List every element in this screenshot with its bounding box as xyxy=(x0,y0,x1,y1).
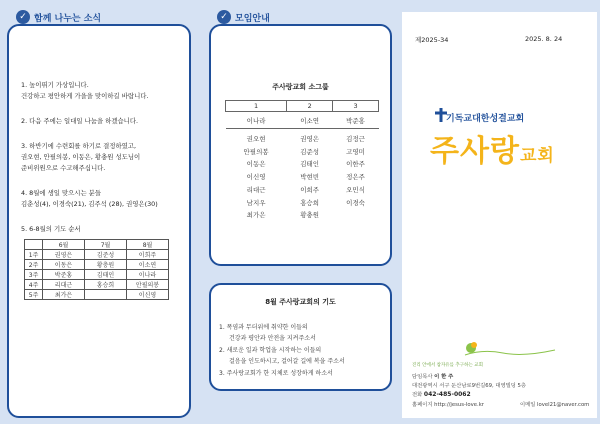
table-header: 8월 xyxy=(127,240,169,250)
email-label: 이메일 xyxy=(520,402,536,408)
check-circle-icon: ✓ xyxy=(217,10,231,24)
meeting-section-title: 모임안내 xyxy=(235,13,270,24)
table-header: 6월 xyxy=(43,240,85,250)
member-name: 이경숙 xyxy=(346,198,365,207)
news-panel xyxy=(7,24,191,418)
prayer-line: 2. 새로운 일과 학업을 시작하는 이들의 xyxy=(219,347,322,354)
issue-date: 2025. 8. 24 xyxy=(525,35,563,43)
august-prayer-panel xyxy=(209,283,392,391)
table-cell: 리대근 xyxy=(43,280,85,290)
notice-line: 김춘성(4), 이경숙(21), 김주석 (28), 권영은(30) xyxy=(21,200,158,208)
small-group-panel xyxy=(209,24,392,266)
phone-label: 전화 xyxy=(412,392,423,398)
member-name: 안필의봉 xyxy=(243,147,269,156)
group-number: 1 xyxy=(226,101,287,112)
table-cell: 김준성 xyxy=(85,250,127,260)
member-name: 김태인 xyxy=(300,160,320,169)
church-logo-icon xyxy=(463,339,558,361)
table-cell: 이희주 xyxy=(127,250,169,260)
pastor-line xyxy=(412,372,453,380)
group-members xyxy=(226,129,287,222)
notice-line: 준비위원으로 수고해주십니다. xyxy=(21,164,106,172)
homepage-label: 홈페이지 xyxy=(412,402,433,408)
member-name: 고영미 xyxy=(346,147,365,156)
prayer-line: 건강과 평안과 안전을 지켜주소서 xyxy=(229,335,316,342)
meeting-section-header xyxy=(217,10,270,24)
table-cell: 4주 xyxy=(25,280,43,290)
table-row xyxy=(25,260,169,270)
notice-line: 4. 8월에 생일 맞으시는 분들 xyxy=(21,189,102,197)
member-name: 최가은 xyxy=(246,211,266,220)
notice-line: 2. 다음 주에는 일대일 나눔을 하겠습니다. xyxy=(21,117,139,125)
member-name: 권오현 xyxy=(246,135,266,143)
news-section-header xyxy=(16,10,101,24)
small-group-title: 주사랑교회 소그룹 xyxy=(272,83,329,91)
church-name xyxy=(430,126,555,170)
small-group-table xyxy=(225,100,379,222)
table-cell: 이동은 xyxy=(43,260,85,270)
member-name: 남지우 xyxy=(246,198,266,207)
check-circle-icon: ✓ xyxy=(16,10,30,24)
member-name: 김준성 xyxy=(300,147,320,156)
member-name: 이신영 xyxy=(246,173,266,182)
prayer-order-table xyxy=(24,239,169,300)
homepage-link[interactable]: http://jesus-love.kr xyxy=(434,402,484,408)
table-row xyxy=(226,129,379,222)
homepage-line xyxy=(412,400,484,408)
table-header-row xyxy=(226,101,379,112)
member-name: 오민식 xyxy=(346,185,365,194)
prayer-line: 걸음을 인도하시고, 걸어갈 길에 복을 주소서 xyxy=(229,358,345,365)
table-cell: 2주 xyxy=(25,260,43,270)
email-line xyxy=(520,400,589,408)
phone-line xyxy=(412,390,471,398)
member-name: 권영은 xyxy=(300,135,320,143)
table-cell: 3주 xyxy=(25,270,43,280)
member-name: 김정근 xyxy=(346,135,365,143)
table-cell: 1주 xyxy=(25,250,43,260)
pastor-name: 이 한 주 xyxy=(434,374,454,380)
news-section-title: 함께 나누는 소식 xyxy=(34,13,102,24)
member-name: 이희주 xyxy=(300,185,320,194)
group-leader: 이소연 xyxy=(287,112,333,129)
phone-number: 042-485-0062 xyxy=(423,391,471,398)
church-name-main: 주사랑 xyxy=(430,134,520,169)
table-row xyxy=(25,280,169,290)
table-row xyxy=(25,290,169,300)
group-number: 2 xyxy=(287,101,333,112)
notice-line: 3. 하반기에 수련회를 하기로 결정하였고, xyxy=(21,142,137,150)
notice-line: 5. 6-8월의 기도 순서 xyxy=(21,225,81,233)
email-link[interactable]: lovel21@naver.com xyxy=(537,402,590,408)
table-cell: 홍승희 xyxy=(85,280,127,290)
august-prayer-title: 8월 주사랑교회의 기도 xyxy=(265,298,336,306)
table-row xyxy=(25,270,169,280)
member-name: 황충원 xyxy=(300,211,320,220)
table-cell: 이신영 xyxy=(127,290,169,300)
pastor-label: 담임목사 xyxy=(412,374,433,380)
group-leader: 이나라 xyxy=(226,112,287,129)
group-members xyxy=(287,129,333,222)
notice-line: 1. 높이뛰기 가상입니다. xyxy=(21,81,89,89)
group-members xyxy=(333,129,379,222)
logo-slogan: 진리 안에서 참자유를 추구하는 교회 xyxy=(412,363,483,368)
table-row xyxy=(25,250,169,260)
member-name: 정은주 xyxy=(346,173,365,182)
table-cell: 황충원 xyxy=(85,260,127,270)
member-name: 이한주 xyxy=(346,160,365,169)
prayer-line: 3. 주사랑교회가 한 지체로 성장하게 하소서 xyxy=(219,370,333,377)
table-cell: 안필의봉 xyxy=(127,280,169,290)
church-name-suffix: 교회 xyxy=(519,146,555,166)
member-name: 이동은 xyxy=(246,160,266,169)
group-leader: 박준홍 xyxy=(333,112,379,129)
table-cell: 최가은 xyxy=(43,290,85,300)
notice-line: 권오현, 안필의봉, 이동은, 황충원 성도님이 xyxy=(21,153,141,161)
table-cell: 이나라 xyxy=(127,270,169,280)
table-header xyxy=(25,240,43,250)
member-name: 리대근 xyxy=(246,185,266,194)
table-cell: 박준홍 xyxy=(43,270,85,280)
notice-line: 건강하고 평안하게 가을을 맞이하길 바랍니다. xyxy=(21,92,149,100)
prayer-line: 1. 폭염과 무더위에 취약한 이들의 xyxy=(219,324,308,331)
table-cell: 김태인 xyxy=(85,270,127,280)
table-header-row xyxy=(25,240,169,250)
table-header: 7월 xyxy=(85,240,127,250)
group-number: 3 xyxy=(333,101,379,112)
table-cell: 이소연 xyxy=(127,260,169,270)
church-address: 대전광역시 서구 둔산남로9번길69, 대영빌딩 5층 xyxy=(412,383,527,389)
table-cell xyxy=(85,290,127,300)
table-cell: 권영은 xyxy=(43,250,85,260)
issue-number: 제2025-34 xyxy=(415,36,449,44)
denomination-name: 기독교대한성결교회 xyxy=(446,114,525,124)
table-cell: 5주 xyxy=(25,290,43,300)
member-name: 박현빈 xyxy=(300,173,320,182)
member-name: 홍승희 xyxy=(300,198,320,207)
table-row xyxy=(226,112,379,129)
